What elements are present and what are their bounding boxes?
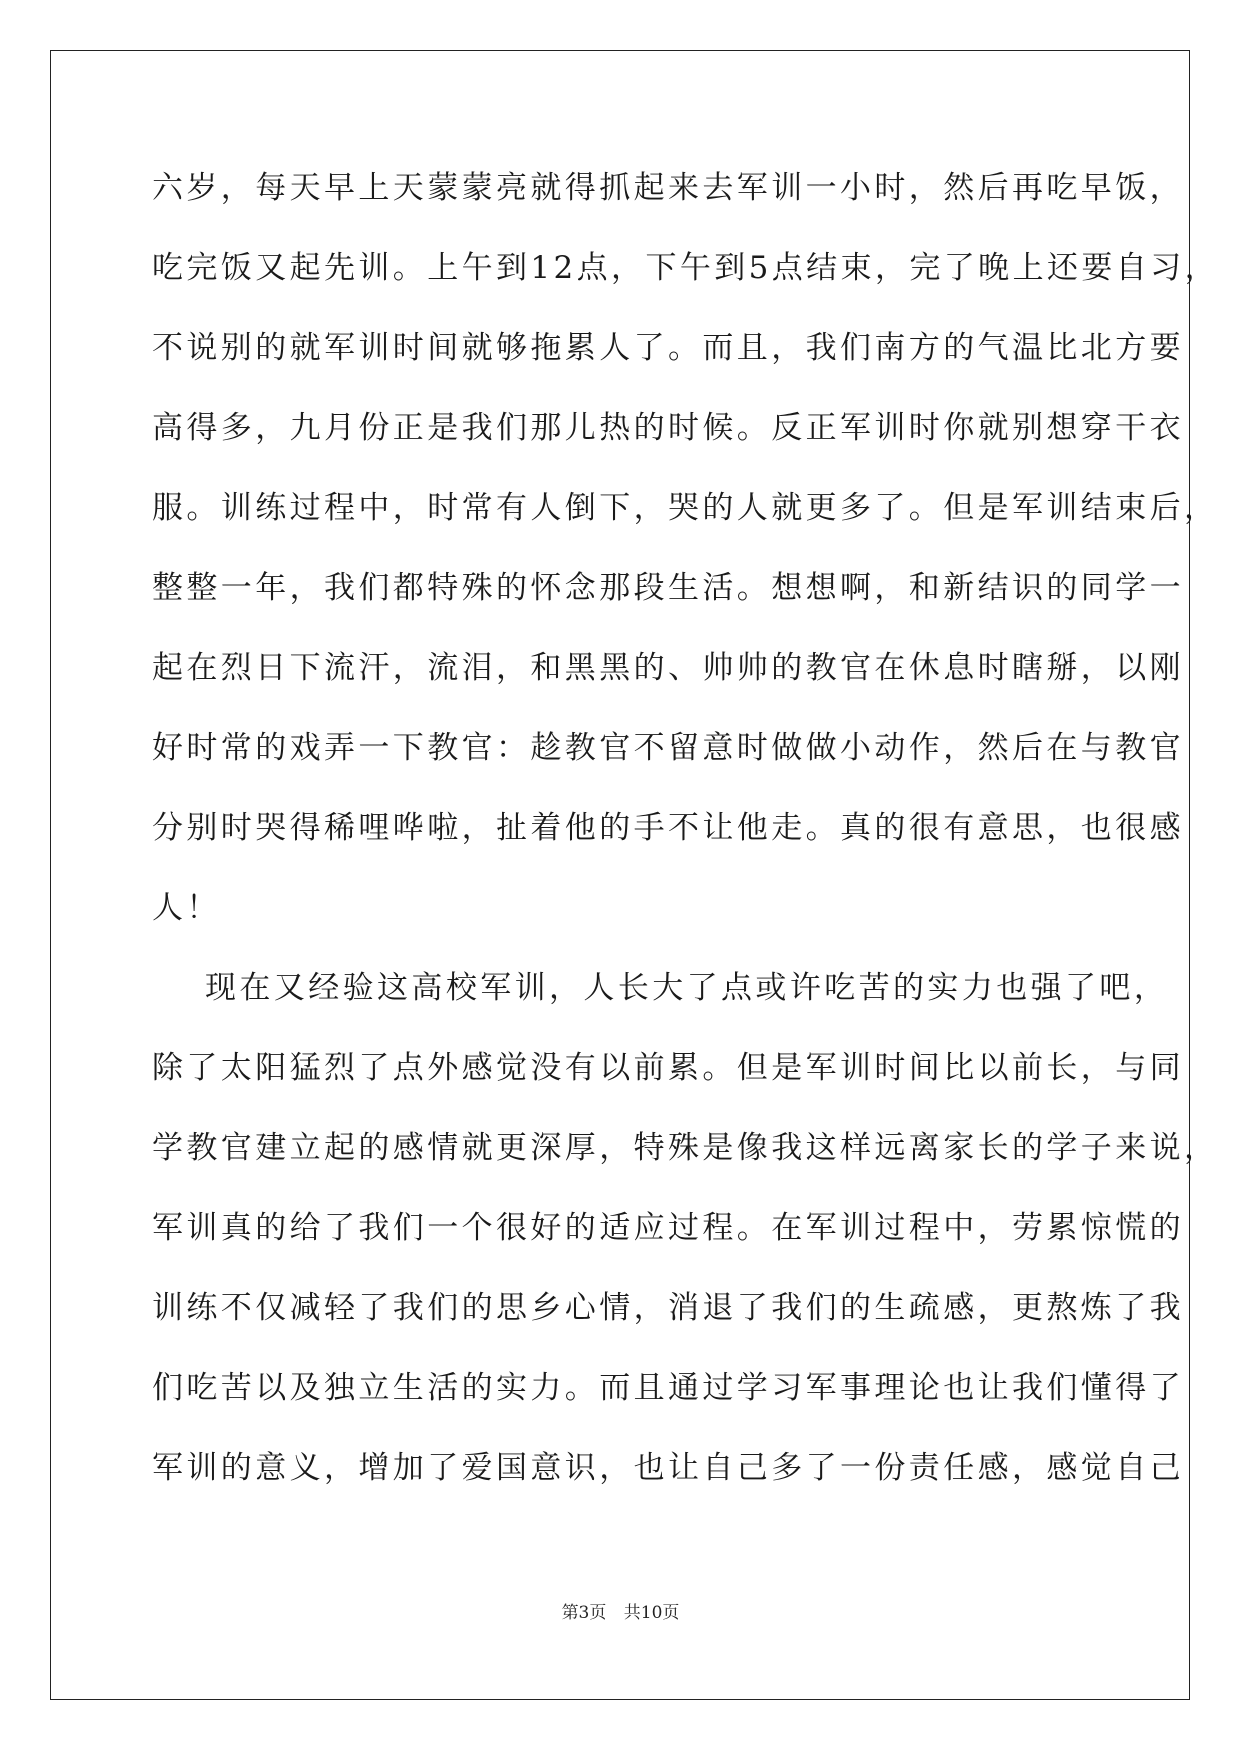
- page-total: 共10页: [623, 1603, 680, 1623]
- page-number: 第3页: [561, 1603, 607, 1623]
- text-line: 现在又经验这高校军训，人长大了点或许吃苦的实力也强了吧，: [152, 970, 1169, 1006]
- text-line: 服。训练过程中，时常有人倒下，哭的人就更多了。但是军训结束后，: [152, 490, 1219, 526]
- page-footer: [0, 1598, 1241, 1623]
- text-line: 人！: [152, 890, 221, 926]
- text-line: 除了太阳猛烈了点外感觉没有以前累。但是军训时间比以前长，与同: [152, 1050, 1184, 1086]
- text-line: 整整一年，我们都特殊的怀念那段生活。想想啊，和新结识的同学一: [152, 570, 1184, 606]
- text-line: 学教官建立起的感情就更深厚，特殊是像我这样远离家长的学子来说，: [152, 1130, 1219, 1166]
- text-line: 不说别的就军训时间就够拖累人了。而且，我们南方的气温比北方要: [152, 330, 1184, 366]
- text-line: 起在烈日下流汗，流泪，和黑黑的、帅帅的教官在休息时瞎掰，以刚: [152, 650, 1184, 686]
- text-line: 军训真的给了我们一个很好的适应过程。在军训过程中，劳累惊慌的: [152, 1210, 1184, 1246]
- text-line: 们吃苦以及独立生活的实力。而且通过学习军事理论也让我们懂得了: [152, 1370, 1184, 1406]
- text-line: 训练不仅减轻了我们的思乡心情，消退了我们的生疏感，更熬炼了我: [152, 1290, 1184, 1326]
- text-line: 六岁，每天早上天蒙蒙亮就得抓起来去军训一小时，然后再吃早饭，: [152, 170, 1184, 206]
- text-line: 分别时哭得稀哩哗啦，扯着他的手不让他走。真的很有意思，也很感: [152, 810, 1184, 846]
- text-line: 吃完饭又起先训。上午到12点，下午到5点结束，完了晚上还要自习，: [152, 250, 1219, 286]
- text-line: 军训的意义，增加了爱国意识，也让自己多了一份责任感，感觉自己: [152, 1450, 1184, 1486]
- text-line: 好时常的戏弄一下教官：趁教官不留意时做做小动作，然后在与教官: [152, 730, 1184, 766]
- text-line: 高得多，九月份正是我们那儿热的时候。反正军训时你就别想穿干衣: [152, 410, 1184, 446]
